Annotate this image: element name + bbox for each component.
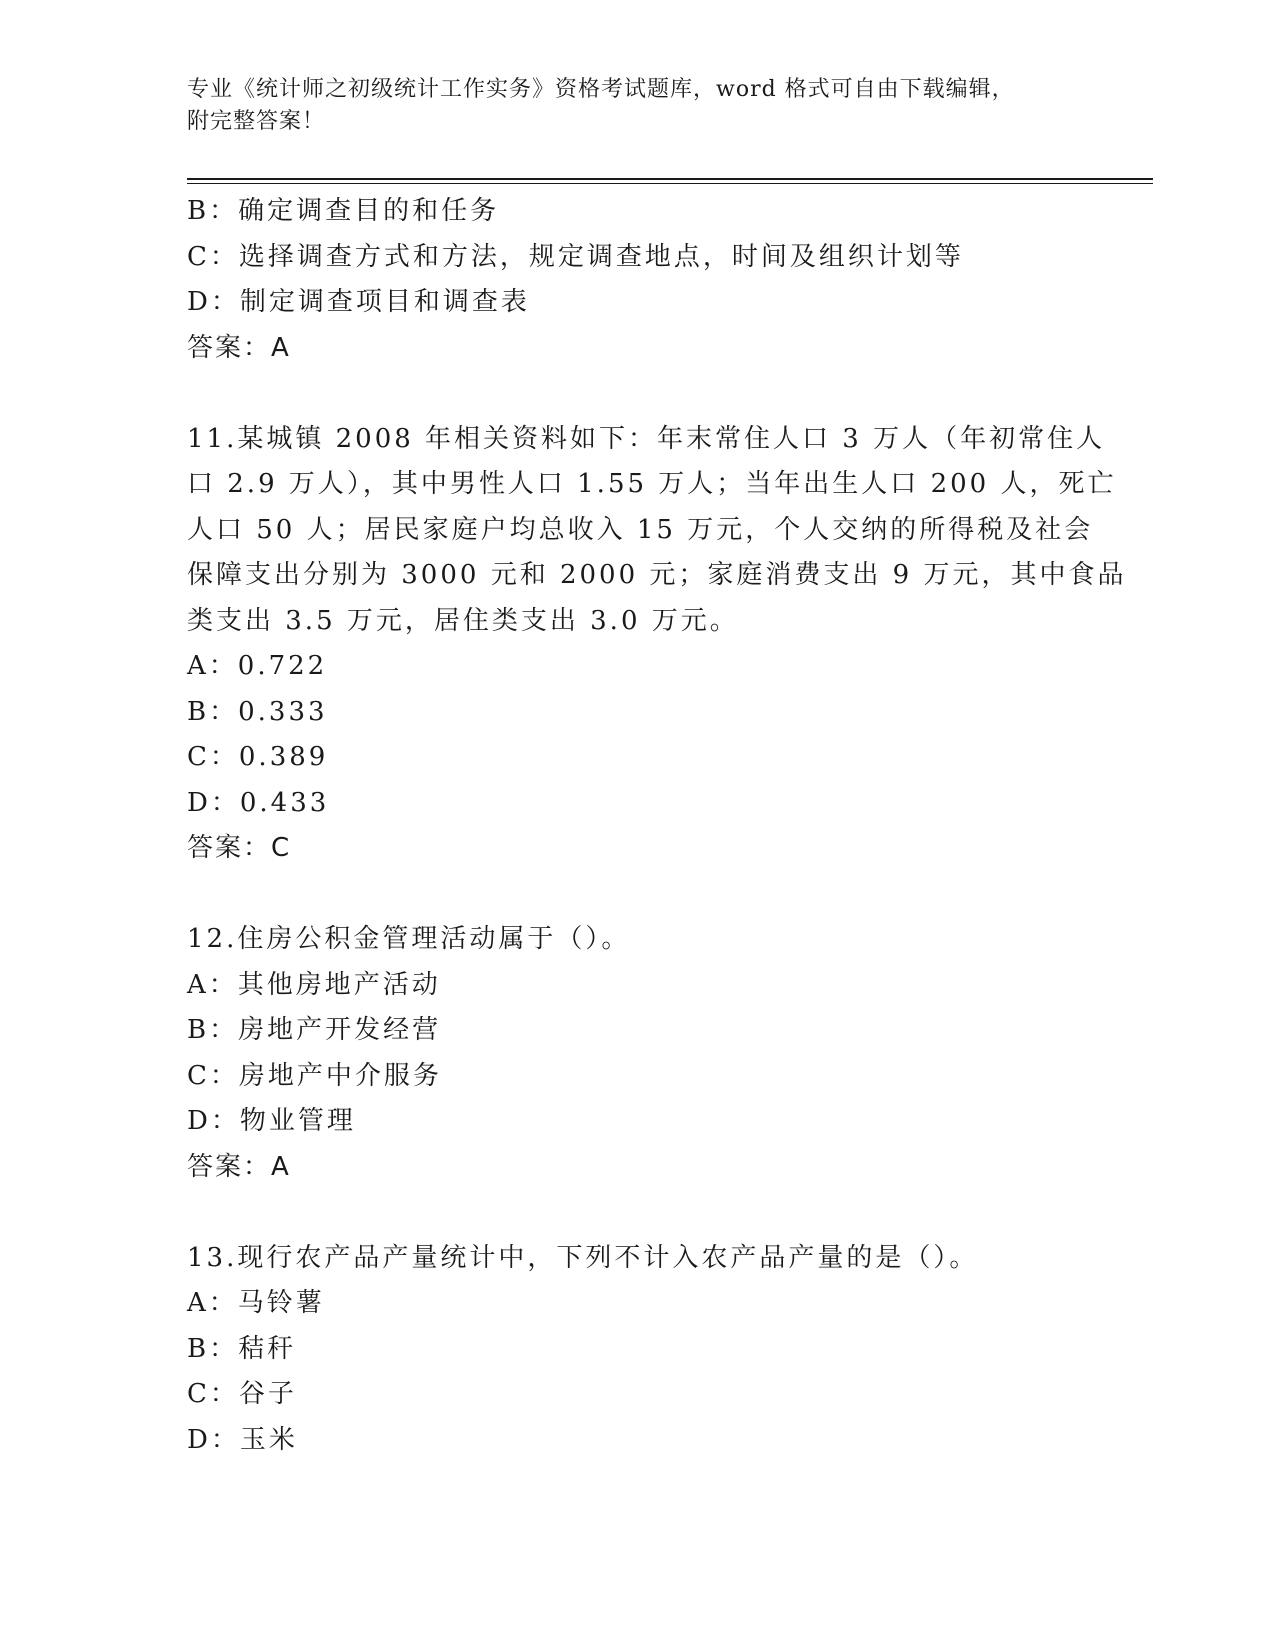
option-c: C：房地产中介服务 xyxy=(187,1060,442,1091)
spacer xyxy=(187,1190,1077,1236)
question-12 xyxy=(187,917,1077,1190)
question-stem-line: 人口 50 人；居民家庭户均总收入 15 万元，个人交纳的所得税及社会 xyxy=(187,514,1094,545)
question-13 xyxy=(187,1236,1077,1464)
option-a: A：马铃薯 xyxy=(187,1288,325,1318)
document-header xyxy=(187,74,1087,138)
question-stem-line: 保障支出分别为 3000 元和 2000 元；家庭消费支出 9 万元，其中食品 xyxy=(187,560,1127,590)
question-list xyxy=(187,189,1127,1463)
answer-line: 答案：A xyxy=(187,332,291,363)
spacer xyxy=(187,371,1077,417)
option-d: D：制定调查项目和调查表 xyxy=(187,287,530,317)
option-c: C：选择调查方式和方法，规定调查地点，时间及组织计划等 xyxy=(187,241,964,272)
option-a: A：其他房地产活动 xyxy=(187,969,441,1000)
question-10-continued xyxy=(187,189,1077,371)
header-line-2: 附完整答案！ xyxy=(187,109,326,134)
option-d: D：玉米 xyxy=(187,1424,298,1455)
option-b: B：秸秆 xyxy=(187,1333,297,1364)
answer-line: 答案：A xyxy=(187,1151,291,1182)
question-stem-line: 12.住房公积金管理活动属于（）。 xyxy=(187,924,631,954)
header-line-1: 专业《统计师之初级统计工作实务》资格考试题库，word 格式可自由下载编辑， xyxy=(187,77,1015,102)
spacer xyxy=(187,872,1077,918)
option-a: A：0.722 xyxy=(187,651,328,681)
option-b: B：0.333 xyxy=(187,696,328,727)
header-rule-thick xyxy=(187,178,1153,180)
option-b: B：房地产开发经营 xyxy=(187,1015,442,1045)
option-c: C：谷子 xyxy=(187,1379,297,1409)
question-stem-line: 11.某城镇 2008 年相关资料如下：年末常住人口 3 万人（年初常住人 xyxy=(187,423,1106,454)
option-d: D：0.433 xyxy=(187,787,330,818)
header-rule-thin xyxy=(187,183,1153,184)
answer-line: 答案：C xyxy=(187,833,292,863)
question-11 xyxy=(187,417,1127,872)
option-c: C：0.389 xyxy=(187,742,329,772)
question-stem-line: 口 2.9 万人），其中男性人口 1.55 万人；当年出生人口 200 人，死亡 xyxy=(187,469,1117,499)
option-d: D：物业管理 xyxy=(187,1106,356,1136)
question-stem-line: 类支出 3.5 万元，居住类支出 3.0 万元。 xyxy=(187,605,739,636)
option-b: B：确定调查目的和任务 xyxy=(187,196,500,226)
question-stem-line: 13.现行农产品产量统计中，下列不计入农产品产量的是（）。 xyxy=(187,1242,979,1273)
